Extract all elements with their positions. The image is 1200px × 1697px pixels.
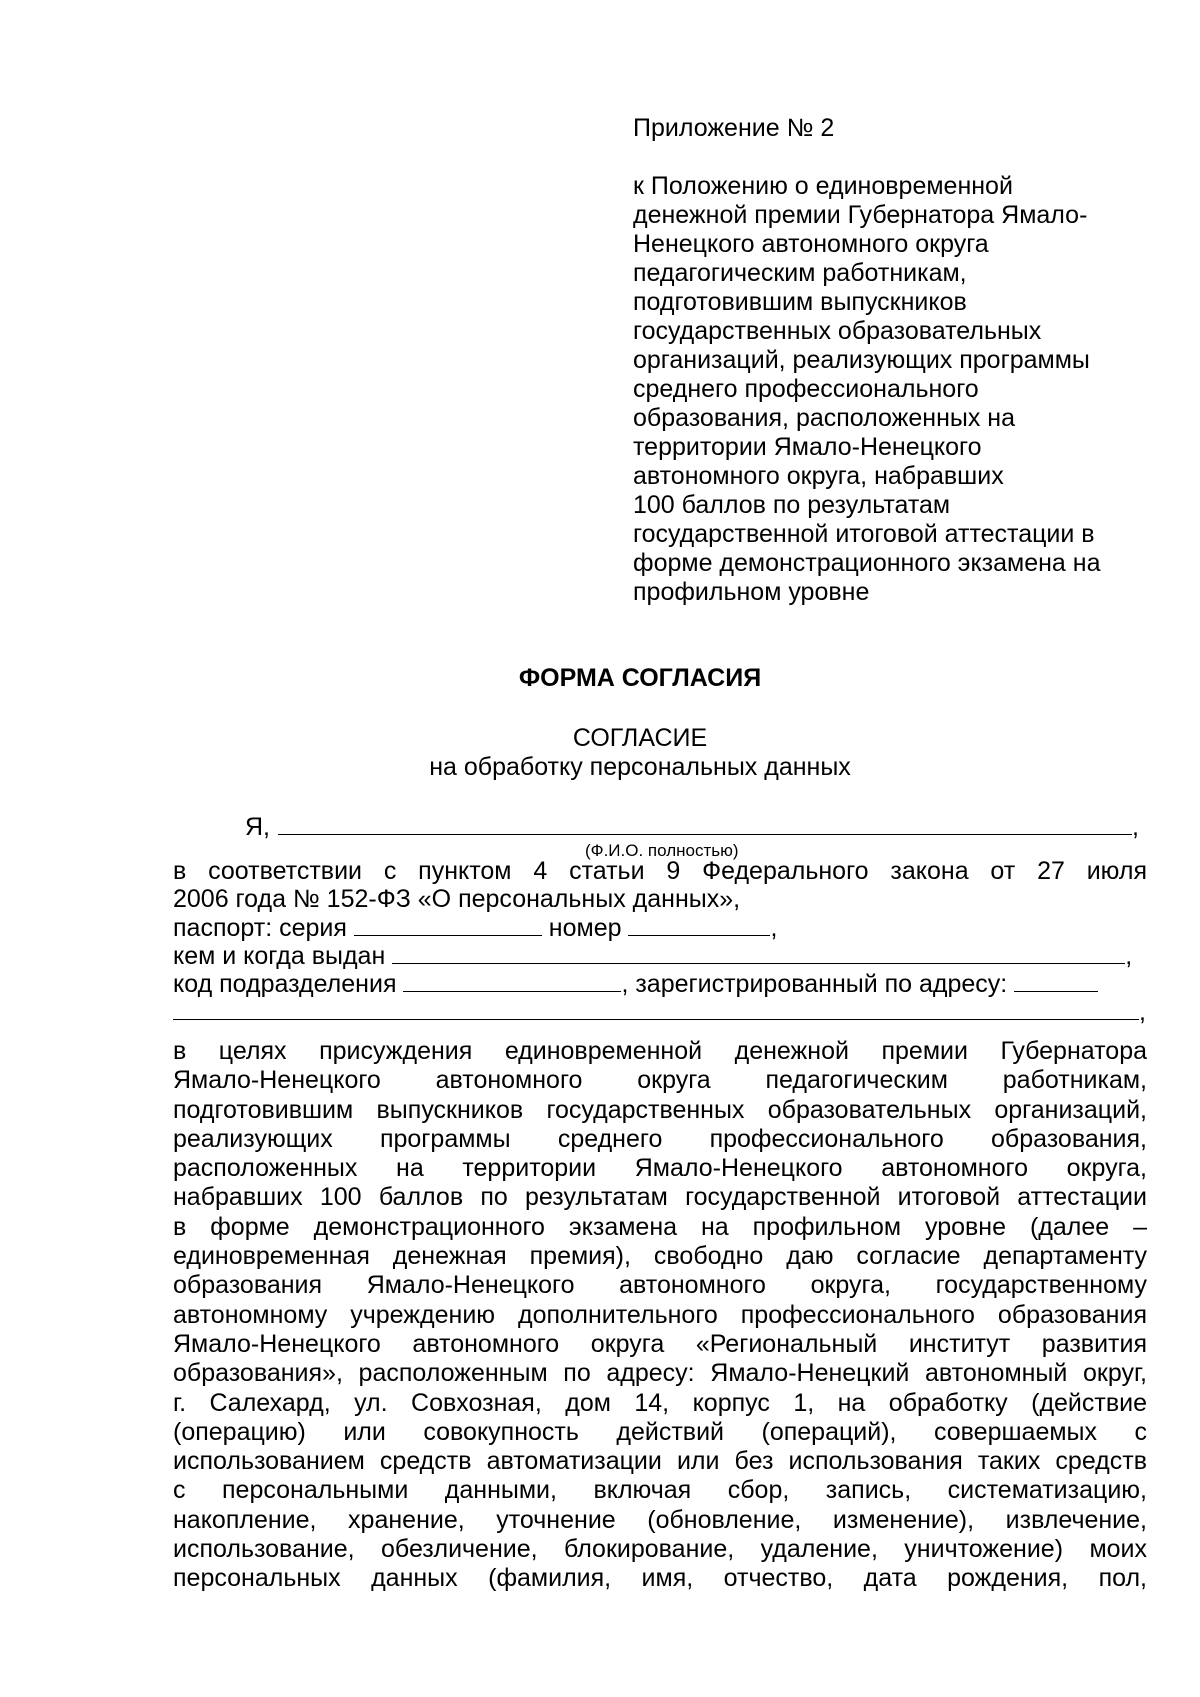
paragraph-line: использованием средств автоматизации или без использования таких средств	[173, 1447, 1147, 1476]
passport-number-field[interactable]	[628, 913, 770, 936]
paragraph-line: расположенных на территории Ямало-Ненецкого автономного округа,	[173, 1154, 1147, 1183]
fio-caption: (Ф.И.О. полностью)	[585, 841, 739, 860]
appendix-line: профильном уровне	[633, 578, 870, 606]
paragraph-line: Ямало-Ненецкого автономного округа педагогическим работникам,	[173, 1066, 1147, 1095]
appendix-line: автономного округа, набравших	[633, 462, 1004, 490]
appendix-line: подготовившим выпускников	[633, 288, 967, 316]
division-field[interactable]	[403, 969, 621, 992]
law-line-2: 2006 года № 152-ФЗ «О персональных данных»,	[173, 885, 741, 913]
appendix-block	[633, 114, 1153, 607]
paragraph-line: образования», расположенным по адресу: Ямало-Ненецкий автономный округ,	[173, 1359, 1147, 1388]
appendix-line: государственных образовательных	[633, 317, 1042, 345]
appendix-line: государственной итоговой аттестации в	[633, 520, 1095, 548]
passport-series-label: паспорт: серия	[173, 914, 347, 942]
appendix-line: среднего профессионального	[633, 375, 979, 403]
law-line-1: в соответствии с пунктом 4 статьи 9 Федерального закона от 27 июля	[173, 857, 1147, 885]
passport-number-label: номер	[548, 914, 622, 942]
appendix-line: денежной премии Губернатора Ямало-	[633, 201, 1088, 229]
paragraph-line: автономному учреждению дополнительного профессионального образования	[173, 1300, 1147, 1329]
appendix-number: Приложение № 2	[633, 114, 835, 142]
issued-suffix: ,	[1125, 942, 1133, 970]
paragraph-line: набравших 100 баллов по результатам государственной итоговой аттестации	[173, 1183, 1147, 1212]
appendix-line: 100 баллов по результатам	[633, 491, 951, 519]
paragraph-line: г. Салехард, ул. Совхозная, дом 14, корпус 1, на обработку (действие	[173, 1388, 1147, 1417]
fio-field[interactable]	[278, 812, 1132, 835]
passport-line	[173, 913, 1147, 942]
consent-paragraph	[173, 1037, 1147, 1594]
passport-number-suffix: ,	[770, 914, 778, 942]
division-line	[173, 969, 1147, 998]
paragraph-line: с персональными данными, включая сбор, запись, систематизацию,	[173, 1476, 1147, 1505]
consent-title: СОГЛАСИЕ	[572, 724, 708, 752]
issued-label: кем и когда выдан	[173, 942, 386, 970]
appendix-description	[633, 172, 1153, 607]
paragraph-line: в форме демонстрационного экзамена на профильном уровне (далее –	[173, 1212, 1147, 1241]
paragraph-line: использование, обезличение, блокирование, удаление, уничтожение) моих	[173, 1535, 1147, 1564]
paragraph-line: единовременная денежная премия), свободно даю согласие департаменту	[173, 1242, 1147, 1271]
passport-series-field[interactable]	[354, 913, 542, 936]
form-title: ФОРМА СОГЛАСИЯ	[518, 664, 762, 692]
paragraph-line: образования Ямало-Ненецкого автономного округа, государственному	[173, 1271, 1147, 1300]
paragraph-line: (операцию) или совокупность действий (операций), совершаемых с	[173, 1417, 1147, 1446]
ya-prefix: Я,	[245, 813, 270, 841]
consent-subtitle: на обработку персональных данных	[429, 753, 851, 781]
paragraph-line: персональных данных (фамилия, имя, отчество, дата рождения, пол,	[173, 1564, 1147, 1593]
fio-suffix: ,	[1132, 813, 1139, 841]
address-field-start[interactable]	[1014, 969, 1098, 992]
address-line	[173, 997, 1147, 1026]
issued-field[interactable]	[392, 941, 1125, 964]
appendix-line: Ненецкого автономного округа	[633, 230, 989, 258]
appendix-line: организаций, реализующих программы	[633, 346, 1090, 374]
paragraph-line: реализующих программы среднего профессионального образования,	[173, 1124, 1147, 1153]
paragraph-line: накопление, хранение, уточнение (обновление, изменение), извлечение,	[173, 1505, 1147, 1534]
address-suffix: ,	[1139, 998, 1146, 1026]
appendix-line: образования, расположенных на	[633, 404, 1015, 432]
appendix-line: педагогическим работникам,	[633, 259, 967, 287]
appendix-line: территории Ямало-Ненецкого	[633, 433, 982, 461]
issued-line	[173, 941, 1147, 970]
appendix-line: к Положению о единовременной	[633, 172, 1013, 200]
registered-label: , зарегистрированный по адресу:	[621, 970, 1008, 998]
appendix-line: форме демонстрационного экзамена на	[633, 549, 1101, 577]
paragraph-line: Ямало-Ненецкого автономного округа «Региональный институт развития	[173, 1329, 1147, 1358]
fio-line	[245, 812, 1139, 842]
division-label: код подразделения	[173, 970, 397, 998]
paragraph-line: подготовившим выпускников государственных образовательных организаций,	[173, 1095, 1147, 1124]
paragraph-line: в целях присуждения единовременной денежной премии Губернатора	[173, 1037, 1147, 1065]
address-field[interactable]	[173, 997, 1139, 1020]
